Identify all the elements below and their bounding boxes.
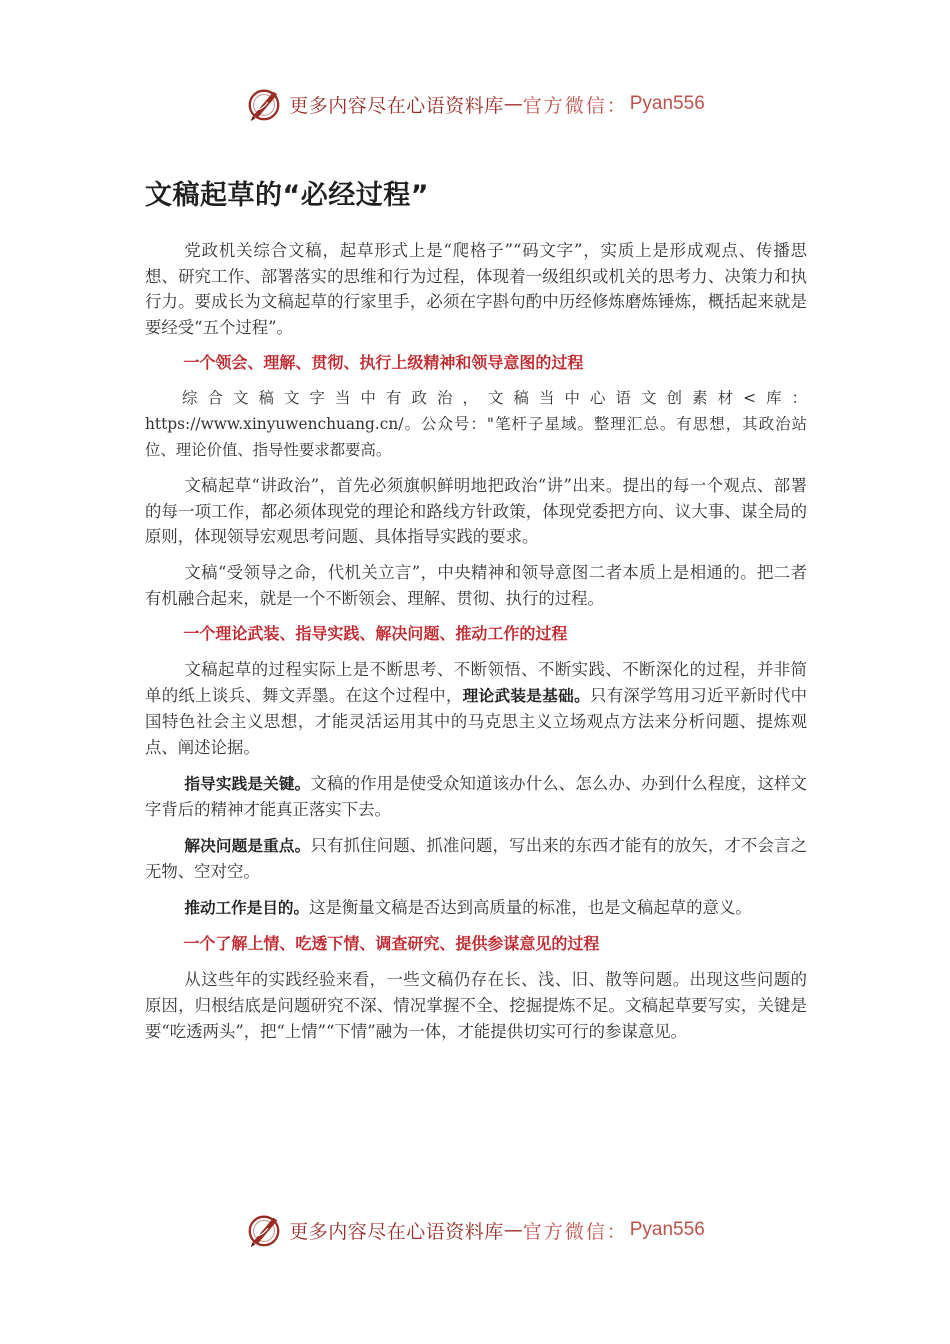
section-2-heading: 一个理论武装、指导实践、解决问题、推动工作的过程 bbox=[183, 624, 568, 644]
header-banner bbox=[0, 84, 950, 124]
section-2-p3-text: 只有抓住问题、抓准问题，写出来的东西才能有的放矢，才不会言之无物、空对空。 bbox=[145, 835, 807, 882]
section-2-p4-bold: 推动工作是目的。 bbox=[184, 898, 310, 917]
section-1-paragraph-2: 文稿起草“讲政治”，首先必须旗帜鲜明地把政治“讲”出来。提出的每一个观点、部署的每一项工作，都必须体现党的理论和路线方针政策，体现党委把方向、议大事、谋全局的原则，体现领导宏观思考问题、具体指导实践的要求。 bbox=[145, 476, 807, 547]
section-2-p2-bold: 指导实践是关键。 bbox=[184, 774, 311, 793]
banner-dash: — bbox=[503, 93, 523, 115]
section-2-p2-text: 文稿的作用是使受众知道该办什么、怎么办、办到什么程度，这样文字背后的精神才能真正落实下去。 bbox=[145, 773, 807, 820]
banner-dash: — bbox=[503, 1219, 523, 1241]
section-2-paragraph-4 bbox=[145, 895, 807, 922]
section-2-p3-bold: 解决问题是重点。 bbox=[184, 836, 311, 855]
banner-wechat-label: 官方微信： bbox=[522, 94, 628, 117]
section-2-p1-text-a: 文稿起草的过程实际上是不断思考、不断领悟、不断实践、不断深化的过程，并非简单的纸上谈兵、舞文弄墨。在这个过程中， bbox=[145, 660, 807, 705]
article-body bbox=[145, 176, 807, 1054]
section-2-paragraph-1 bbox=[145, 657, 807, 760]
banner-wechat-label: 官方微信： bbox=[522, 1220, 628, 1243]
banner-wechat-id: Pyan556 bbox=[629, 93, 705, 114]
banner-text: 更多内容尽在心语资料库 bbox=[289, 94, 504, 117]
section-1-paragraph-1: 综合文稿文字当中有政治，文稿当中心语文创素材<库：https://www.xinyuwenchuang.cn/。公众号："笔杆子星域。整理汇总。有思想，其政治站位、理论价值、指导性要求都要高。 bbox=[145, 389, 807, 459]
section-3-heading: 一个了解上情、吃透下情、调查研究、提供参谋意见的过程 bbox=[183, 934, 600, 954]
section-2-paragraph-2 bbox=[145, 771, 807, 823]
section-2-paragraph-3 bbox=[145, 833, 807, 885]
banner-wechat-id: Pyan556 bbox=[629, 1219, 705, 1240]
footer-banner bbox=[0, 1210, 950, 1250]
pen-logo-icon bbox=[245, 1211, 283, 1249]
section-2-p4-text: 这是衡量文稿是否达到高质量的标准，也是文稿起草的意义。 bbox=[309, 897, 752, 917]
section-1-paragraph-3: 文稿“受领导之命，代机关立言”，中央精神和领导意图二者本质上是相通的。把二者有机融合起来，就是一个不断领会、理解、贯彻、执行的过程。 bbox=[145, 562, 807, 608]
banner-text: 更多内容尽在心语资料库 bbox=[289, 1220, 504, 1243]
section-1-heading: 一个领会、理解、贯彻、执行上级精神和领导意图的过程 bbox=[183, 353, 584, 373]
section-2-p1-bold: 理论武装是基础。 bbox=[462, 686, 590, 705]
section-2-p1-text-b: 只有深学笃用习近平新时代中国特色社会主义思想，才能灵活运用其中的马克思主义立场观点方法来分析问题、提炼观点、阐述论据。 bbox=[145, 685, 807, 757]
section-3-paragraph-1: 从这些年的实践经验来看，一些文稿仍存在长、浅、旧、散等问题。出现这些问题的原因，归根结底是问题研究不深、情况掌握不全、挖掘提炼不足。文稿起草要写实，关键是要“吃透两头”，把“上情”“下情”融为一体，才能提供切实可行的参谋意见。 bbox=[145, 970, 807, 1041]
pen-logo-icon bbox=[245, 85, 283, 123]
intro-paragraph: 党政机关综合文稿，起草形式上是“爬格子”“码文字”，实质上是形成观点、传播思想、研究工作、部署落实的思维和行为过程，体现着一级组织或机关的思考力、决策力和执行力。要成长为文稿起草的行家里手，必须在字斟句酌中历经修炼磨炼锤炼，概括起来就是要经受“五个过程”。 bbox=[145, 241, 807, 337]
article-title: 文稿起草的“必经过程” bbox=[145, 180, 429, 211]
